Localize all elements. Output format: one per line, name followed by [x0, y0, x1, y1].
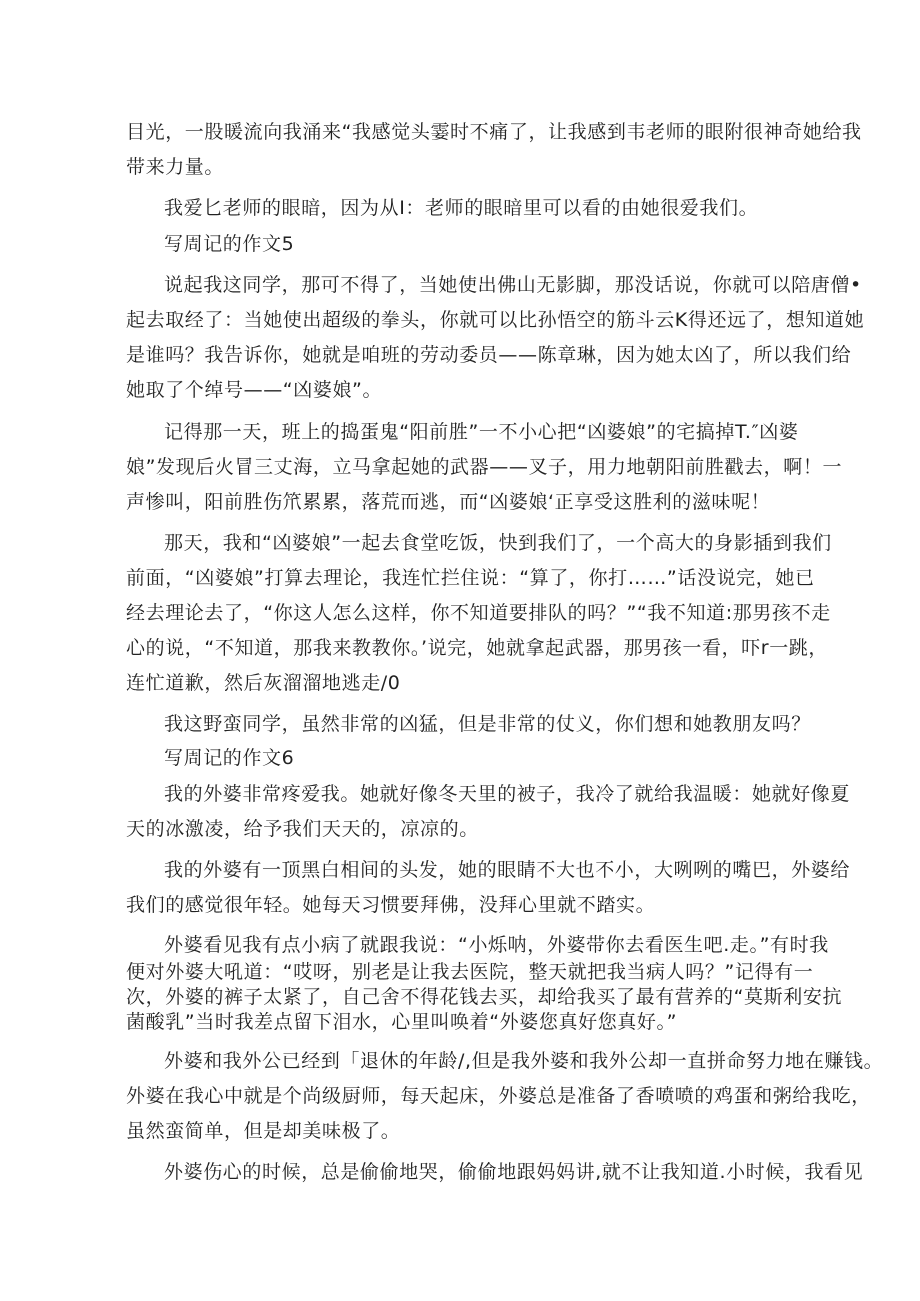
text-line: 她取了个绰号——“凶婆娘”。 — [126, 379, 383, 401]
section-heading: 写周记的作文5 — [164, 233, 295, 255]
text-line: 目光，一股暖流向我涌来“我感觉头霎时不痛了，让我感到韦老师的眼附很神奇她给我 — [126, 121, 862, 143]
text-line: 说起我这同学，那可不得了，当她使出佛山无影脚，那没话说，你就可以陪唐僧• — [164, 274, 862, 296]
text-line: 外婆看见我有点小病了就跟我说：“小烁呐，外婆带你去看医生吧.走。”有时我 — [164, 934, 829, 956]
text-line: 连忙道歉，然后灰溜溜地逃走/0 — [126, 672, 401, 694]
text-line: 声惨叫，阳前胜伤笊累累，落荒而逃，而“凶婆娘‘正享受这胜利的滋味呢！ — [126, 491, 771, 513]
text-line: 带来力量。 — [126, 156, 225, 178]
text-line: 便对外婆大吼道：“哎呀，别老是让我去医院，整天就把我当病人吗？”记得有一 — [126, 961, 814, 983]
text-line: 经去理论去了，“你这人怎么这样，你不知道要排队的吗？”“我不知道:那男孩不走 — [126, 602, 831, 624]
text-line: 心的说，“不知道，那我来教教你。’说完，她就拿起武器，那男孩一看，吓r一跳， — [126, 637, 828, 659]
text-line: 娘”发现后火冒三丈海，立马拿起她的武器——叉子，用力地朝阳前胜戳去，啊！一 — [126, 456, 843, 478]
text-line: 我这野蛮同学，虽然非常的凶猛，但是非常的仗义，你们想和她教朋友吗？ — [164, 713, 811, 735]
text-line: 虽然蛮简单，但是却美味极了。 — [126, 1120, 401, 1142]
text-line: 我爱匕老师的眼暗，因为从I：老师的眼暗里可以看的由她很爱我们。 — [164, 197, 759, 219]
text-line: 前面，“凶婆娘”打算去理论，我连忙拦住说：“算了，你打……”话没说完，她已 — [126, 567, 815, 589]
text-line: 记得那一天，班上的捣蛋鬼“阳前胜”一不小心把“凶婆娘”的宅搞掉T.″凶婆 — [164, 421, 799, 443]
text-line: 次，外婆的裤子太紧了，自己舍不得花钱去买，却给我买了最有营养的“莫斯利安抗 — [126, 986, 843, 1008]
text-line: 我的外婆非常疼爱我。她就好像冬天里的被子，我冷了就给我温暖：她就好像夏 — [164, 783, 851, 805]
text-line: 外婆在我心中就是个尚级厨师，每天起床，外婆总是准备了香喷喷的鸡蛋和粥给我吃， — [126, 1085, 871, 1107]
text-line: 我们的感觉很年轻。她每天习惯要拜佛，没拜心里就不踏实。 — [126, 894, 656, 916]
text-line: 我的外婆有一顶黑白相间的头发，她的眼睛不大也不小，大咧咧的嘴巴，外婆给 — [164, 859, 851, 881]
text-line: 外婆伤心的时候，总是偷偷地哭，偷偷地跟妈妈讲,就不让我知道.小时候，我看见 — [164, 1161, 864, 1183]
text-line: 是谁吗？我告诉你，她就是咱班的劳动委员——陈章琳，因为她太凶了，所以我们给 — [126, 344, 852, 366]
text-line: 外婆和我外公已经到「退休的年龄/,但是我外婆和我外公却一直拼命努力地在赚钱。 — [164, 1050, 884, 1072]
text-line: 菌酸乳”当时我差点留下泪水，心里叫唤着“外婆您真好您真好。” — [126, 1011, 678, 1033]
text-line: 起去取经了：当她使出超级的拳头，你就可以比孙悟空的筋斗云K得还远了，想知道她 — [126, 309, 865, 331]
text-line: 天的冰激凌，给予我们天天的，凉凉的。 — [126, 818, 479, 840]
text-line: 那天，我和“凶婆娘”一起去食堂吃饭，快到我们了，一个高大的身影插到我们 — [164, 532, 832, 554]
section-heading: 写周记的作文6 — [164, 747, 295, 769]
